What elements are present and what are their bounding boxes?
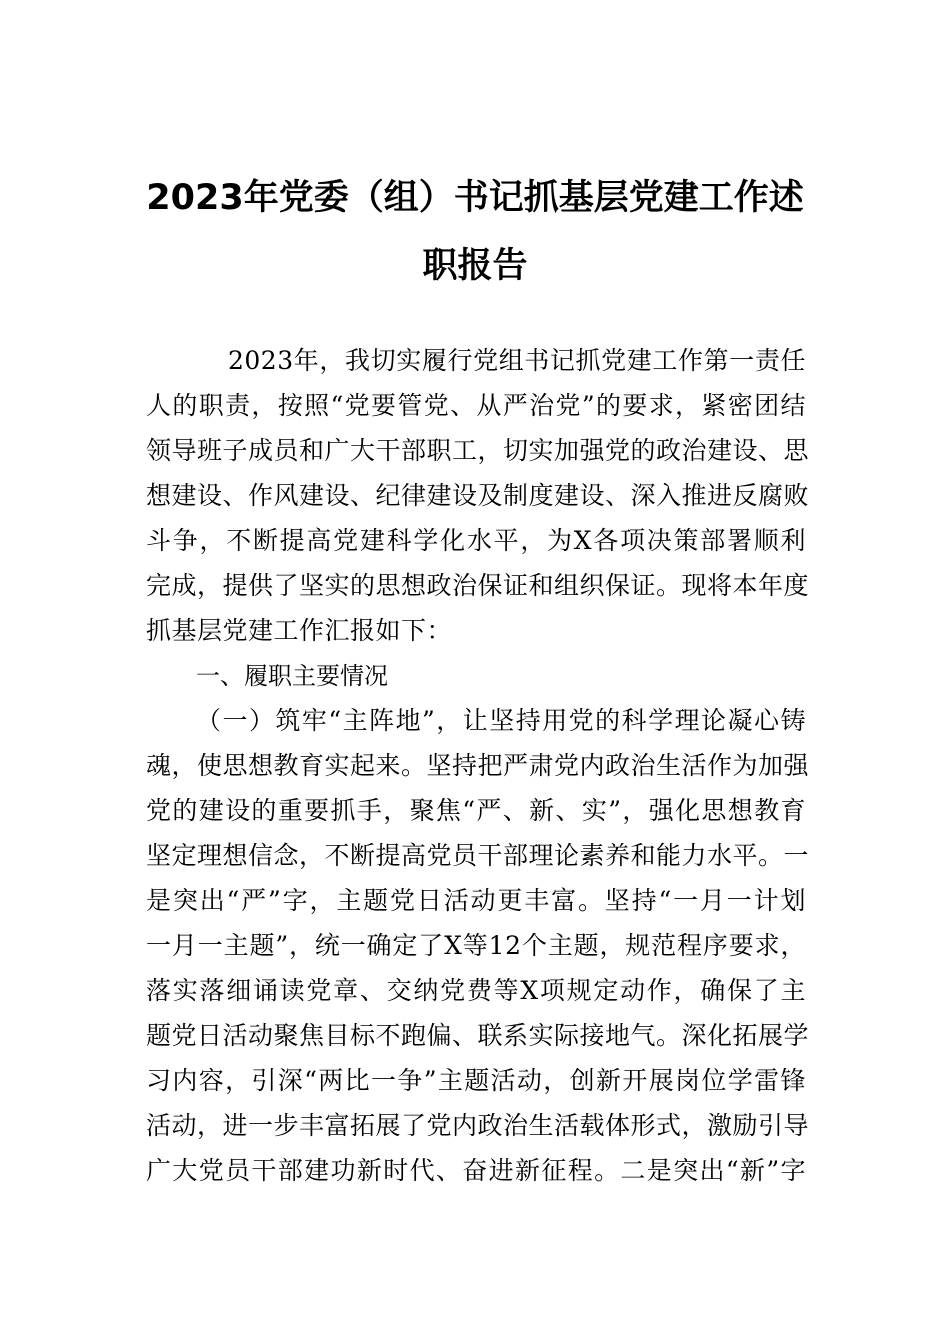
document-title-line-2: 职报告: [422, 246, 528, 286]
document-title-line-1: 2023年党委（组）书记抓基层党建工作述: [146, 178, 804, 218]
section-heading-1: 一、履职主要情况: [196, 662, 388, 690]
intro-line: 抓基层党建工作汇报如下：: [146, 616, 453, 645]
body-line: 活动，进一步丰富拓展了党内政治生活载体形式，激励引导: [146, 1111, 810, 1140]
body-line: 坚定理想信念，不断提高党员干部理论素养和能力水平。一: [146, 841, 810, 870]
intro-line: 2023年，我切实履行党组书记抓党建工作第一责任: [228, 346, 806, 375]
body-line: 习内容，引深“两比一争”主题活动，创新开展岗位学雷锋: [146, 1066, 806, 1095]
intro-line: 人的职责，按照“党要管党、从严治党”的要求，紧密团结: [146, 391, 806, 420]
body-line: 广大党员干部建功新时代、奋进新征程。二是突出“新”字: [146, 1156, 806, 1185]
intro-line: 斗争，不断提高党建科学化水平，为X各项决策部署顺利: [146, 526, 806, 555]
body-line: 一月一主题”，统一确定了X等12个主题，规范程序要求，: [146, 931, 806, 960]
body-line: 落实落细诵读党章、交纳党费等X项规定动作，确保了主: [146, 976, 806, 1005]
intro-line: 领导班子成员和广大干部职工，切实加强党的政治建设、思: [146, 436, 810, 465]
intro-line: 完成，提供了坚实的思想政治保证和组织保证。现将本年度: [146, 571, 810, 600]
body-line: 魂，使思想教育实起来。坚持把严肃党内政治生活作为加强: [146, 751, 810, 780]
body-line: 党的建设的重要抓手，聚焦“严、新、实”，强化思想教育: [146, 796, 806, 825]
body-line: （一）筑牢“主阵地”，让坚持用党的科学理论凝心铸: [196, 706, 806, 735]
intro-line: 想建设、作风建设、纪律建设及制度建设、深入推进反腐败: [146, 481, 810, 510]
body-line: 题党日活动聚焦目标不跑偏、联系实际接地气。深化拓展学: [146, 1021, 810, 1050]
body-line: 是突出“严”字，主题党日活动更丰富。坚持“一月一计划: [146, 886, 806, 915]
